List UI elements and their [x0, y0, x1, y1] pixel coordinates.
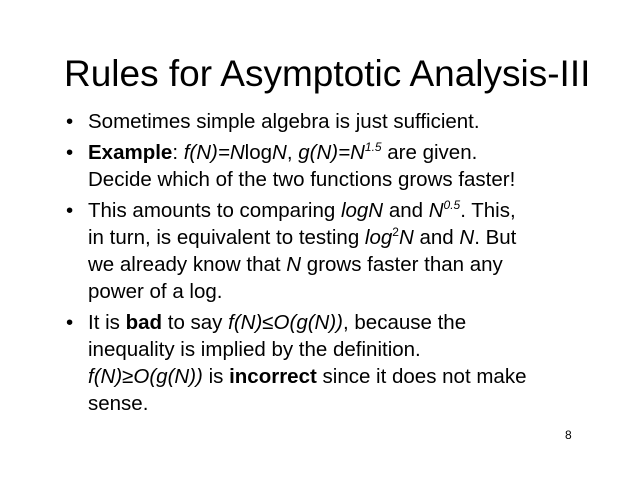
- text-run: :: [172, 141, 184, 164]
- text-run: we already know that: [88, 253, 287, 276]
- text-run: is: [202, 365, 230, 388]
- bullet-line: [88, 224, 584, 251]
- slide-title: Rules for Asymptotic Analysis-III: [64, 53, 591, 94]
- bullet-line: [88, 139, 584, 166]
- bullet-line: [88, 251, 584, 278]
- math-expression: logN: [340, 199, 384, 222]
- bullet-line: sense.: [88, 392, 149, 415]
- math-expression: log: [364, 226, 393, 249]
- text-run: It is: [88, 311, 126, 334]
- bullet-line: inequality is implied by the definition.: [88, 338, 421, 361]
- math-expression: g(N)=N: [298, 141, 365, 164]
- math-expression: N: [272, 141, 287, 164]
- text-run: and: [383, 199, 429, 222]
- page-number: 8: [565, 428, 572, 442]
- text-run: This amounts to comparing: [88, 199, 341, 222]
- text-run: ,: [286, 141, 299, 164]
- text-run: . But: [474, 226, 517, 249]
- bold-term: Example: [88, 141, 173, 164]
- bullet-line: power of a log.: [88, 280, 223, 303]
- text-run: , because the: [343, 311, 467, 334]
- text-run: grows faster than any: [301, 253, 503, 276]
- bullet-line: Decide which of the two functions grows faster!: [88, 168, 516, 191]
- bullet-mark: •: [66, 141, 74, 164]
- exponent: 2: [392, 225, 399, 239]
- bullet-line: [88, 363, 584, 390]
- bullet-mark: •: [66, 199, 74, 222]
- math-expression: N: [286, 253, 302, 276]
- text-run: to say: [162, 311, 229, 334]
- bullet-mark: •: [66, 110, 74, 133]
- bullet-line: [88, 309, 584, 336]
- text-run: . This,: [460, 199, 516, 222]
- text-run: since it does not make: [316, 365, 527, 388]
- bullet-item: [64, 309, 584, 417]
- text-run: in turn, is equivalent to testing: [88, 226, 365, 249]
- text-run: and: [413, 226, 460, 249]
- math-expression: N: [459, 226, 475, 249]
- bullet-line: [88, 197, 584, 224]
- text-run: log: [244, 141, 273, 164]
- text-run: are given.: [381, 141, 478, 164]
- exponent: 0.5: [443, 198, 461, 212]
- bullet-list: [64, 108, 584, 421]
- exponent: 1.5: [364, 140, 382, 154]
- bullet-item: [64, 197, 584, 305]
- bullet-item: [64, 108, 584, 135]
- bullet-mark: •: [66, 311, 74, 334]
- math-expression: N: [398, 226, 414, 249]
- bullet-item: [64, 139, 584, 193]
- math-expression: f(N)=N: [183, 141, 245, 164]
- math-expression: f(N)≤O(g(N)): [228, 311, 344, 334]
- bullet-text: Sometimes simple algebra is just sufficient.: [88, 110, 480, 133]
- math-expression: N: [428, 199, 444, 222]
- bold-term: incorrect: [229, 365, 317, 388]
- math-expression: f(N)≥O(g(N)): [88, 365, 203, 388]
- bold-term: bad: [125, 311, 163, 334]
